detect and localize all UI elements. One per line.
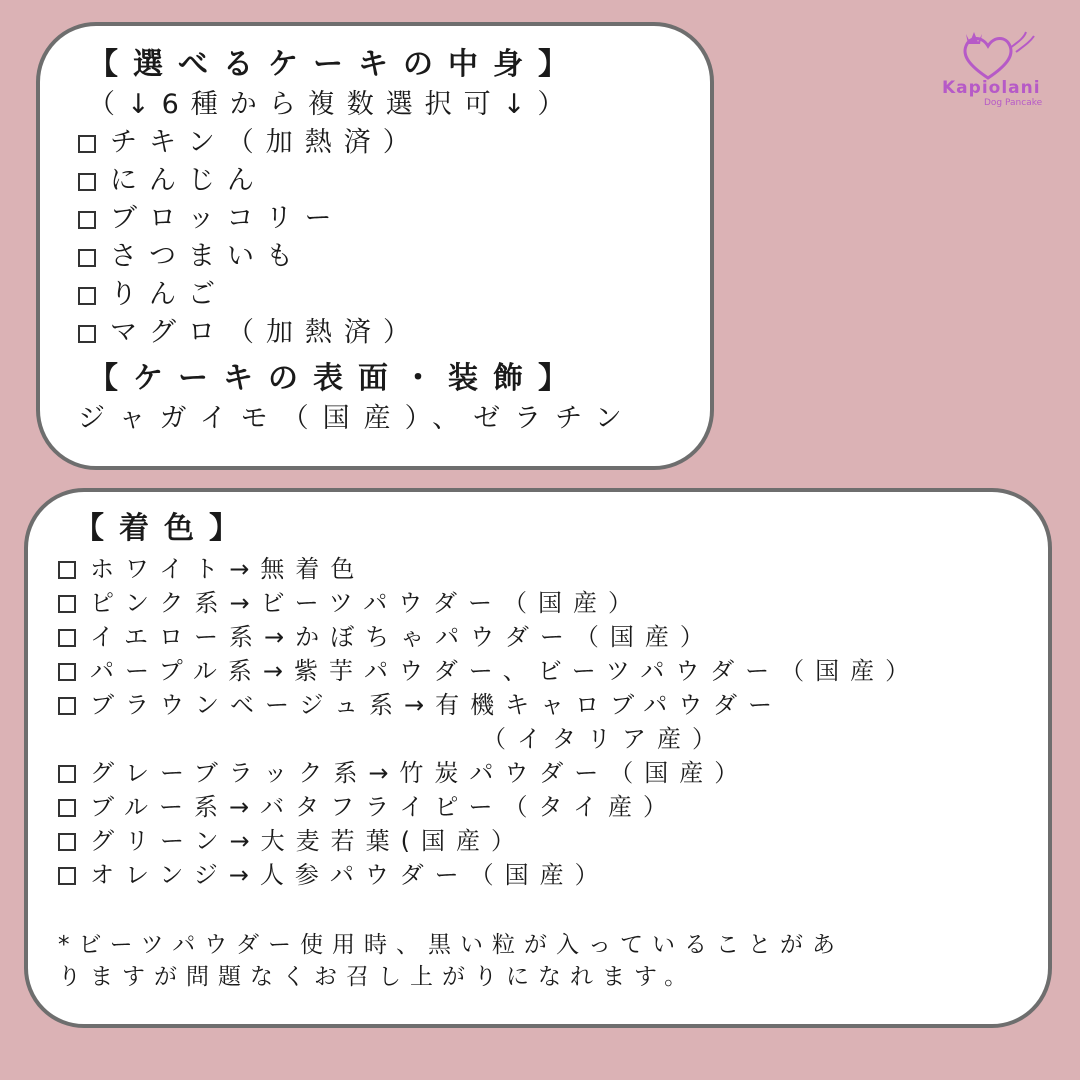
option-item[interactable] xyxy=(78,164,266,198)
checkbox[interactable] xyxy=(78,135,96,153)
option-item[interactable] xyxy=(78,126,422,160)
checkbox[interactable] xyxy=(78,249,96,267)
option-label: チキン（加熱済） xyxy=(110,127,422,158)
color-label: ブラウンベージュ系→有機キャロブパウダー xyxy=(90,691,783,719)
color-label: ホワイト→無着色 xyxy=(90,555,366,583)
checkbox[interactable] xyxy=(58,697,76,715)
checkbox[interactable] xyxy=(78,211,96,229)
note-line: りますが問題なくお召し上がりになれます。 xyxy=(58,964,697,990)
checkbox[interactable] xyxy=(78,287,96,305)
checkbox[interactable] xyxy=(78,173,96,191)
color-option[interactable] xyxy=(58,688,783,722)
option-label: ブロッコリー xyxy=(110,203,344,234)
surface-heading: 【ケーキの表面・装飾】 xyxy=(88,361,583,396)
color-label: イエロー系→かぼちゃパウダー（国産） xyxy=(90,623,715,651)
checkbox[interactable] xyxy=(58,765,76,783)
option-label: マグロ（加熱済） xyxy=(110,317,422,348)
surface-text: ジャガイモ（国産）、ゼラチン xyxy=(78,403,636,434)
option-item[interactable] xyxy=(78,316,422,350)
cake-contents-card xyxy=(36,22,714,470)
color-label: ピンク系→ビーツパウダー（国産） xyxy=(90,589,643,617)
color-label: パープル系→紫芋パウダー、ビーツパウダー（国産） xyxy=(90,657,921,685)
coloring-card xyxy=(24,488,1052,1028)
color-label: グレーブラック系→竹炭パウダー（国産） xyxy=(90,759,750,787)
option-label: にんじん xyxy=(110,165,266,196)
option-label: りんご xyxy=(110,279,227,310)
color-option[interactable] xyxy=(58,858,610,892)
option-label: さつまいも xyxy=(110,241,305,272)
color-option[interactable] xyxy=(58,756,749,790)
color-option[interactable] xyxy=(58,552,365,586)
coloring-heading: 【着色】 xyxy=(74,511,254,546)
color-label: ブルー系→バタフライピー（タイ産） xyxy=(90,793,678,821)
option-item[interactable] xyxy=(78,278,227,312)
checkbox[interactable] xyxy=(58,561,76,579)
color-label: グリーン→大麦若葉(国産） xyxy=(90,827,526,855)
color-option[interactable] xyxy=(58,790,678,824)
contents-subtitle: （↓6種から複数選択可↓） xyxy=(88,89,577,120)
logo-subtitle: Dog Pancake xyxy=(984,98,1043,108)
checkbox[interactable] xyxy=(58,595,76,613)
checkbox[interactable] xyxy=(58,867,76,885)
color-option[interactable] xyxy=(58,586,643,620)
color-option[interactable] xyxy=(58,824,526,858)
note-line: *ビーツパウダー使用時、黒い粒が入っていることがあ xyxy=(58,932,844,958)
heart-crown-icon xyxy=(960,30,1040,82)
logo-name: Kapiolani xyxy=(942,78,1041,98)
checkbox[interactable] xyxy=(58,799,76,817)
brand-logo xyxy=(938,30,1060,112)
color-label: オレンジ→人参パウダー（国産） xyxy=(90,861,610,889)
contents-heading: 【選べるケーキの中身】 xyxy=(88,47,583,82)
color-option[interactable] xyxy=(58,620,715,654)
option-item[interactable] xyxy=(78,240,305,274)
checkbox[interactable] xyxy=(58,629,76,647)
checkbox[interactable] xyxy=(58,833,76,851)
checkbox[interactable] xyxy=(78,325,96,343)
color-label-continuation: （イタリア産） xyxy=(482,725,727,753)
checkbox[interactable] xyxy=(58,663,76,681)
color-option[interactable] xyxy=(58,654,920,688)
option-item[interactable] xyxy=(78,202,343,236)
